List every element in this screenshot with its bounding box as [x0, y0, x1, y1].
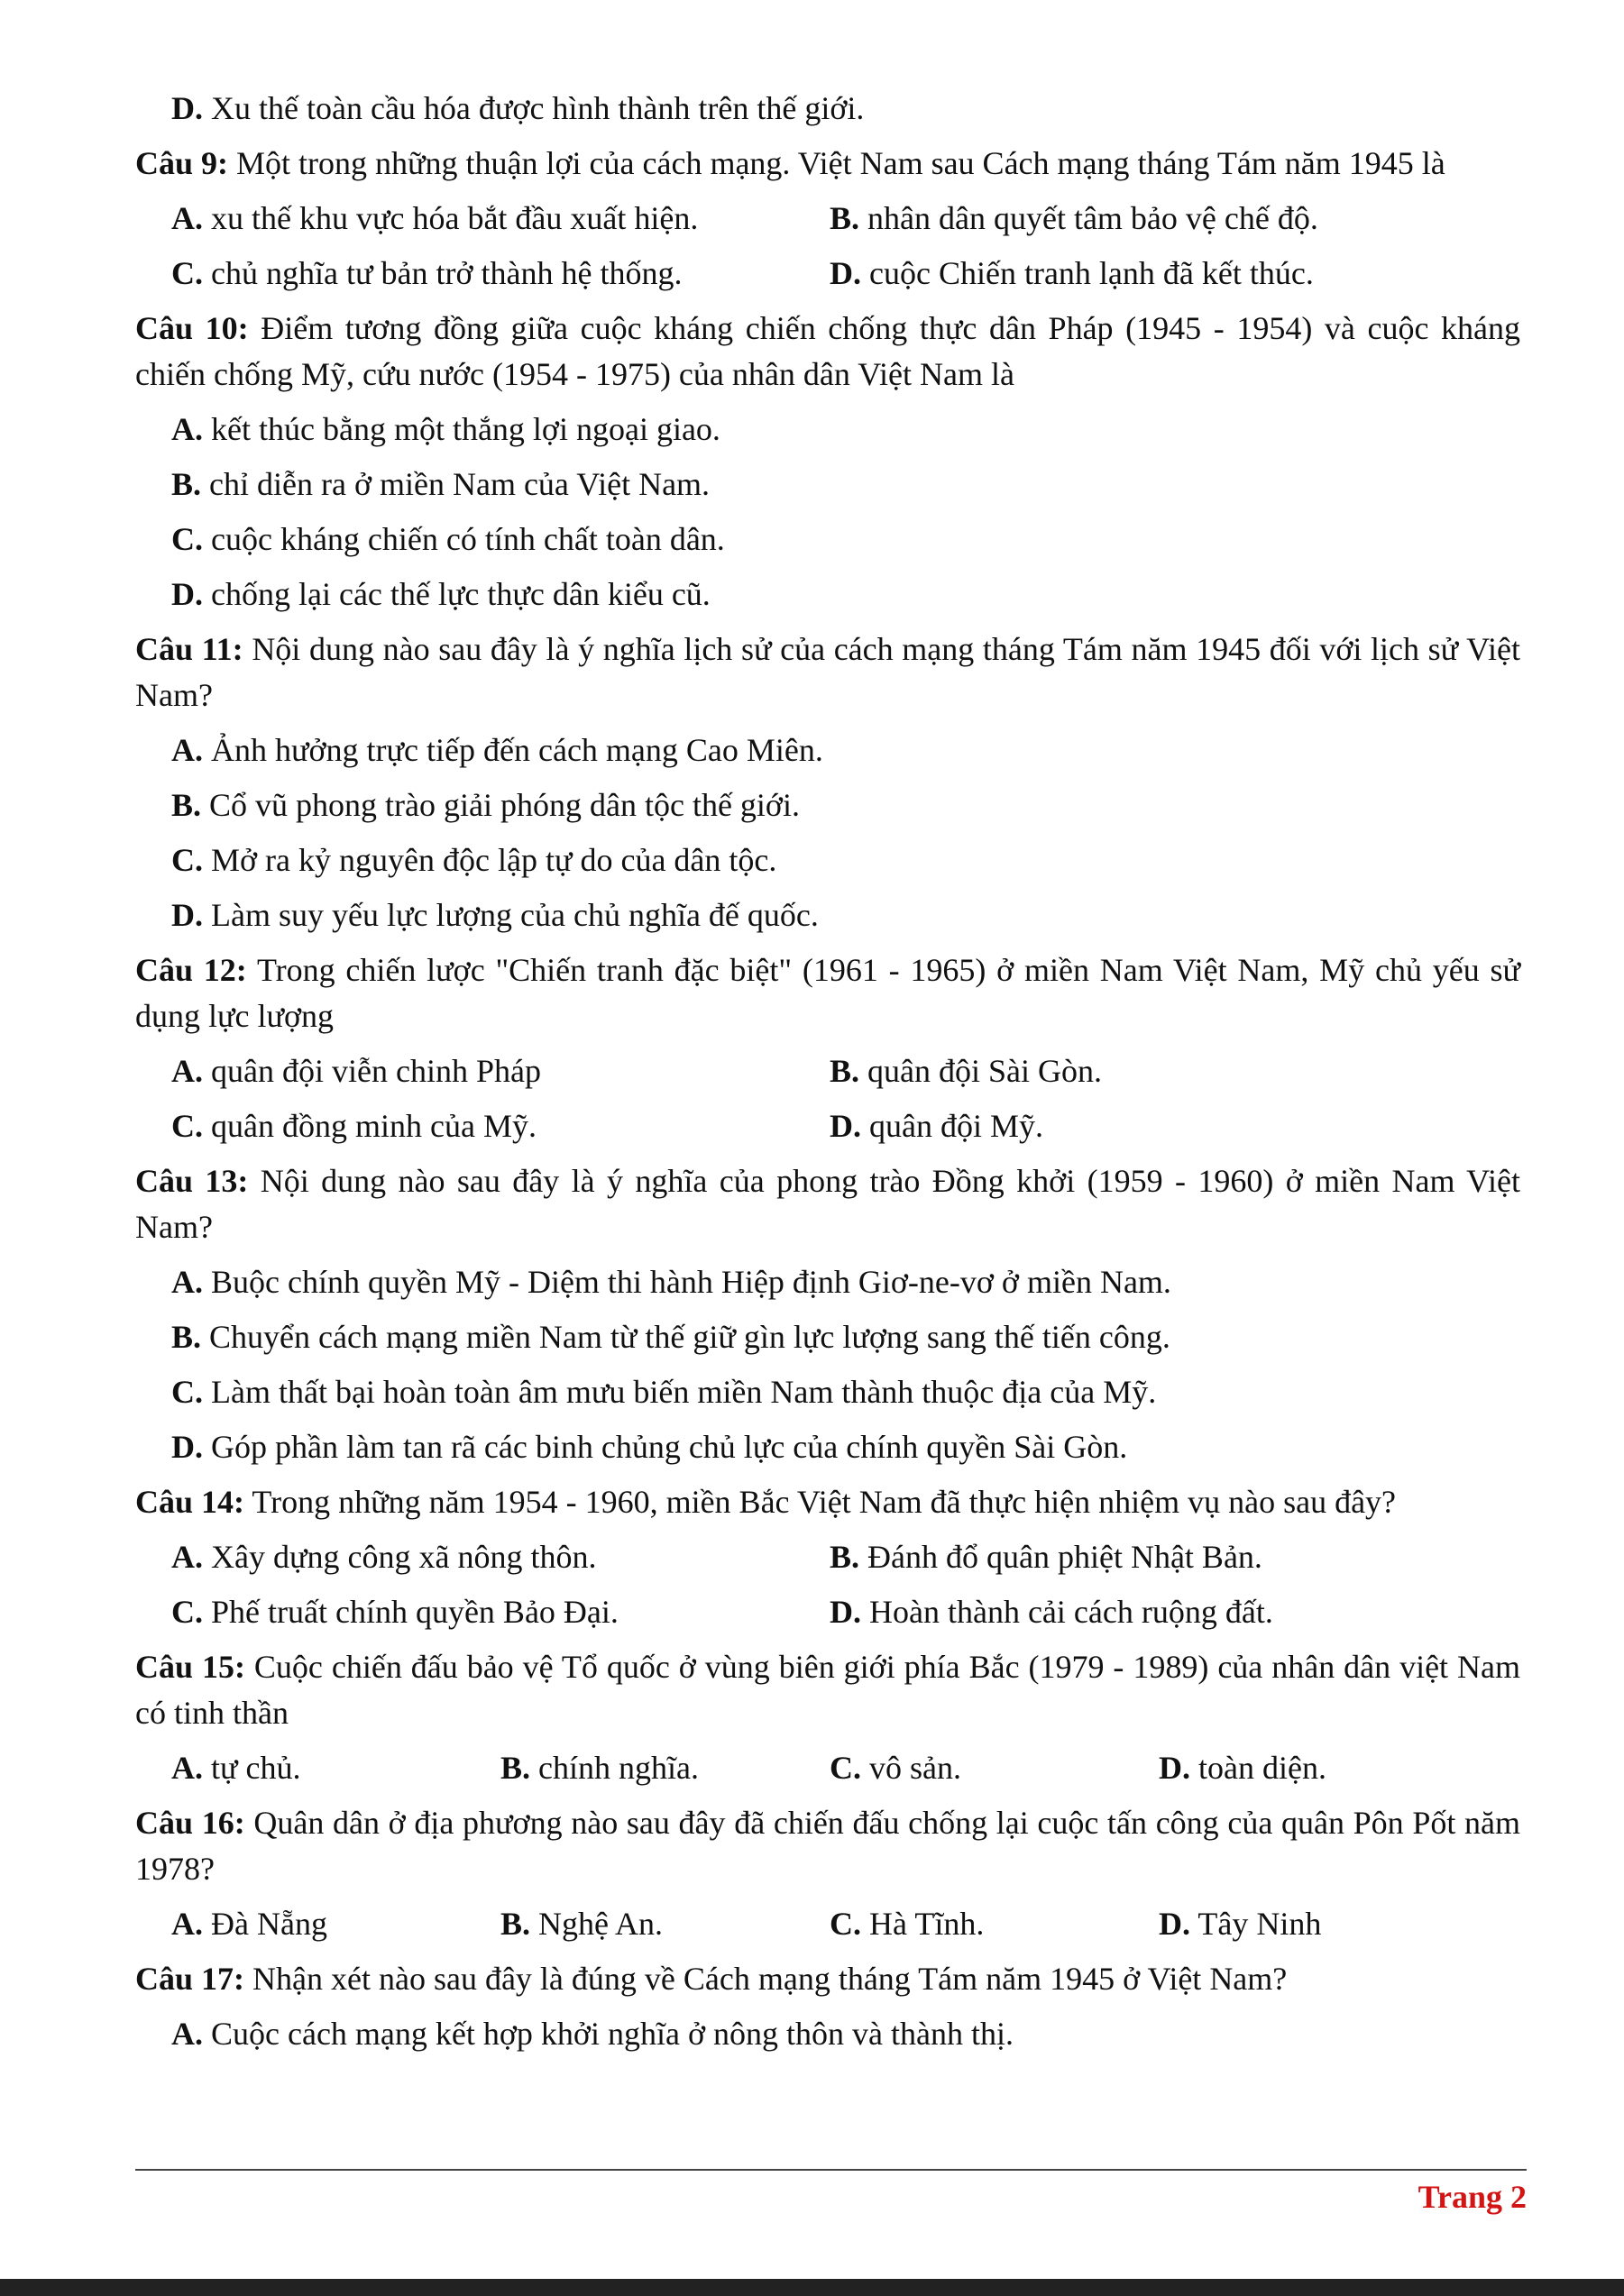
- option-label: C.: [171, 842, 203, 878]
- option-text: quân đội Mỹ.: [869, 1108, 1043, 1144]
- answer-option: [500, 1901, 830, 1947]
- page-number: Trang 2: [1418, 2179, 1527, 2215]
- answer-option: [830, 251, 1520, 297]
- question-label: Câu 15:: [135, 1649, 245, 1685]
- question-12: [135, 947, 1520, 1039]
- options-grid: [171, 196, 1520, 297]
- option-label: C.: [171, 1594, 203, 1630]
- options-grid: [171, 1048, 1520, 1149]
- option-text: Hoàn thành cải cách ruộng đất.: [869, 1594, 1273, 1630]
- exam-page-content: [135, 86, 1520, 2057]
- option-label: A.: [171, 1053, 203, 1089]
- question-13: [135, 1158, 1520, 1250]
- option-label: B.: [500, 1750, 531, 1786]
- option-label: B.: [830, 1539, 860, 1575]
- answer-option: [171, 462, 1520, 508]
- option-text: quân đồng minh của Mỹ.: [211, 1108, 537, 1144]
- question-text: Quân dân ở địa phương nào sau đây đã chiến đấu chống lại cuộc tấn công của quân Pôn Pốt năm 1978?: [135, 1805, 1520, 1887]
- answer-option: [171, 1424, 1520, 1470]
- answer-option: [171, 1103, 830, 1149]
- question-15: [135, 1644, 1520, 1736]
- option-label: A.: [171, 200, 203, 236]
- question-11: [135, 627, 1520, 718]
- option-text: quân đội viễn chinh Pháp: [211, 1053, 541, 1089]
- answer-option: [830, 1745, 1159, 1791]
- option-text: Đánh đổ quân phiệt Nhật Bản.: [867, 1539, 1262, 1575]
- option-text: Làm thất bại hoàn toàn âm mưu biến miền Nam thành thuộc địa của Mỹ.: [211, 1374, 1157, 1410]
- question-label: Câu 10:: [135, 310, 249, 346]
- option-label: D.: [830, 1594, 861, 1630]
- option-text: Buộc chính quyền Mỹ - Diệm thi hành Hiệp định Giơ-ne-vơ ở miền Nam.: [211, 1264, 1171, 1300]
- answer-option: [171, 1745, 500, 1791]
- option-text: kết thúc bằng một thắng lợi ngoại giao.: [211, 411, 720, 447]
- answer-option: [171, 517, 1520, 563]
- option-label: B.: [171, 1319, 202, 1355]
- option-text: chủ nghĩa tư bản trở thành hệ thống.: [211, 255, 683, 291]
- option-label: A.: [171, 1906, 203, 1942]
- question-label: Câu 13:: [135, 1163, 249, 1199]
- options-grid: [171, 1745, 1520, 1791]
- answer-option: [171, 837, 1520, 883]
- answer-option: [171, 1259, 1520, 1305]
- answer-option: [171, 1901, 500, 1947]
- option-text: Làm suy yếu lực lượng của chủ nghĩa đế quốc.: [211, 897, 819, 933]
- answer-option: [171, 2011, 1520, 2057]
- option-label: A.: [171, 732, 203, 768]
- question-text: Cuộc chiến đấu bảo vệ Tổ quốc ở vùng biên giới phía Bắc (1979 - 1989) của nhân dân việt Nam có tinh thần: [135, 1649, 1520, 1731]
- answer-option: [171, 1314, 1520, 1360]
- answer-option: [171, 1534, 830, 1580]
- question-label: Câu 14:: [135, 1484, 245, 1520]
- option-label: D.: [1159, 1750, 1190, 1786]
- question-label: Câu 9:: [135, 145, 229, 181]
- option-text: cuộc kháng chiến có tính chất toàn dân.: [211, 521, 725, 557]
- option-label: A.: [171, 2016, 203, 2052]
- answer-option: [830, 1048, 1520, 1094]
- option-label: D.: [830, 1108, 861, 1144]
- answer-option: [171, 407, 1520, 453]
- option-label: A.: [171, 411, 203, 447]
- question-text: Trong những năm 1954 - 1960, miền Bắc Việt Nam đã thực hiện nhiệm vụ nào sau đây?: [252, 1484, 1397, 1520]
- option-label: D.: [171, 897, 203, 933]
- option-text: Góp phần làm tan rã các binh chủng chủ lực của chính quyền Sài Gòn.: [211, 1429, 1128, 1465]
- answer-option: [171, 1369, 1520, 1415]
- option-label: C.: [171, 255, 203, 291]
- option-text: Chuyển cách mạng miền Nam từ thế giữ gìn lực lượng sang thế tiến công.: [209, 1319, 1170, 1355]
- options-grid: [171, 1901, 1520, 1947]
- option-text: Phế truất chính quyền Bảo Đại.: [211, 1594, 619, 1630]
- question-label: Câu 16:: [135, 1805, 245, 1841]
- option-label: D.: [830, 255, 861, 291]
- answer-option: [171, 251, 830, 297]
- answer-option: [1159, 1901, 1488, 1947]
- bottom-edge-bar: [0, 2279, 1624, 2296]
- option-text: chỉ diễn ra ở miền Nam của Việt Nam.: [209, 466, 711, 502]
- answer-option: [171, 727, 1520, 773]
- option-label: B.: [830, 1053, 860, 1089]
- question-9: [135, 141, 1520, 187]
- option-label: A.: [171, 1264, 203, 1300]
- option-text: Đà Nẵng: [211, 1906, 327, 1942]
- question-text: Trong chiến lược "Chiến tranh đặc biệt" (1961 - 1965) ở miền Nam Việt Nam, Mỹ chủ yếu sử dụng lực lượng: [135, 952, 1521, 1034]
- answer-option: [171, 892, 1520, 938]
- option-label: B.: [500, 1906, 531, 1942]
- option-label: C.: [830, 1906, 861, 1942]
- answer-option: [830, 1103, 1520, 1149]
- question-label: Câu 17:: [135, 1961, 245, 1997]
- option-text: Xu thế toàn cầu hóa được hình thành trên thế giới.: [211, 90, 865, 126]
- option-label: B.: [171, 787, 202, 823]
- question-label: Câu 12:: [135, 952, 247, 988]
- answer-option: [171, 1589, 830, 1635]
- question-10: [135, 306, 1520, 398]
- option-text: chống lại các thế lực thực dân kiểu cũ.: [211, 576, 711, 612]
- option-text: toàn diện.: [1198, 1750, 1326, 1786]
- option-text: quân đội Sài Gòn.: [867, 1053, 1102, 1089]
- answer-option: [171, 1048, 830, 1094]
- question-17: [135, 1956, 1520, 2002]
- question-text: Nội dung nào sau đây là ý nghĩa của phong trào Đồng khởi (1959 - 1960) ở miền Nam Việt Nam?: [135, 1163, 1521, 1245]
- question-text: Điểm tương đồng giữa cuộc kháng chiến chống thực dân Pháp (1945 - 1954) và cuộc kháng chiến chống Mỹ, cứu nước (1954 - 1975) của nhân dân Việt Nam là: [135, 310, 1521, 392]
- question-label: Câu 11:: [135, 631, 243, 667]
- option-label: C.: [830, 1750, 861, 1786]
- option-text: tự chủ.: [211, 1750, 301, 1786]
- option-text: nhân dân quyết tâm bảo vệ chế độ.: [867, 200, 1318, 236]
- option-label: A.: [171, 1750, 203, 1786]
- question-14: [135, 1479, 1520, 1525]
- option-label: D.: [1159, 1906, 1190, 1942]
- option-label: C.: [171, 521, 203, 557]
- option-label: B.: [171, 466, 202, 502]
- answer-option: [171, 572, 1520, 617]
- option-label: D.: [171, 576, 203, 612]
- answer-option: [171, 196, 830, 242]
- option-label: D.: [171, 90, 203, 126]
- option-text: Mở ra kỷ nguyên độc lập tự do của dân tộc.: [211, 842, 777, 878]
- option-text: chính nghĩa.: [538, 1750, 699, 1786]
- option-text: Cuộc cách mạng kết hợp khởi nghĩa ở nông thôn và thành thị.: [211, 2016, 1014, 2052]
- question-text: Nội dung nào sau đây là ý nghĩa lịch sử của cách mạng tháng Tám năm 1945 đối với lịch sử Việt Nam?: [135, 631, 1521, 713]
- answer-option: [1159, 1745, 1488, 1791]
- option-label: D.: [171, 1429, 203, 1465]
- option-text: xu thế khu vực hóa bắt đầu xuất hiện.: [211, 200, 699, 236]
- answer-option: [500, 1745, 830, 1791]
- option-text: Nghệ An.: [538, 1906, 664, 1942]
- answer-option: [171, 782, 1520, 828]
- option-text: vô sản.: [869, 1750, 961, 1786]
- options-grid: [171, 1534, 1520, 1635]
- answer-option: [830, 1534, 1520, 1580]
- question-text: Một trong những thuận lợi của cách mạng. Việt Nam sau Cách mạng tháng Tám năm 1945 là: [236, 145, 1445, 181]
- option-text: Hà Tĩnh.: [869, 1906, 985, 1942]
- option-text: Cổ vũ phong trào giải phóng dân tộc thế giới.: [209, 787, 800, 823]
- option-text: cuộc Chiến tranh lạnh đã kết thúc.: [869, 255, 1314, 291]
- answer-option: [830, 196, 1520, 242]
- option-label: C.: [171, 1374, 203, 1410]
- option-label: C.: [171, 1108, 203, 1144]
- option-text: Xây dựng công xã nông thôn.: [211, 1539, 597, 1575]
- option-text: Tây Ninh: [1197, 1906, 1322, 1942]
- option-label: A.: [171, 1539, 203, 1575]
- answer-option: [171, 86, 1520, 132]
- answer-option: [830, 1901, 1159, 1947]
- question-text: Nhận xét nào sau đây là đúng về Cách mạng tháng Tám năm 1945 ở Việt Nam?: [252, 1961, 1288, 1997]
- footer-divider: [135, 2169, 1527, 2171]
- option-text: Ảnh hưởng trực tiếp đến cách mạng Cao Miên.: [211, 732, 823, 768]
- answer-option: [830, 1589, 1520, 1635]
- question-16: [135, 1800, 1520, 1892]
- option-label: B.: [830, 200, 860, 236]
